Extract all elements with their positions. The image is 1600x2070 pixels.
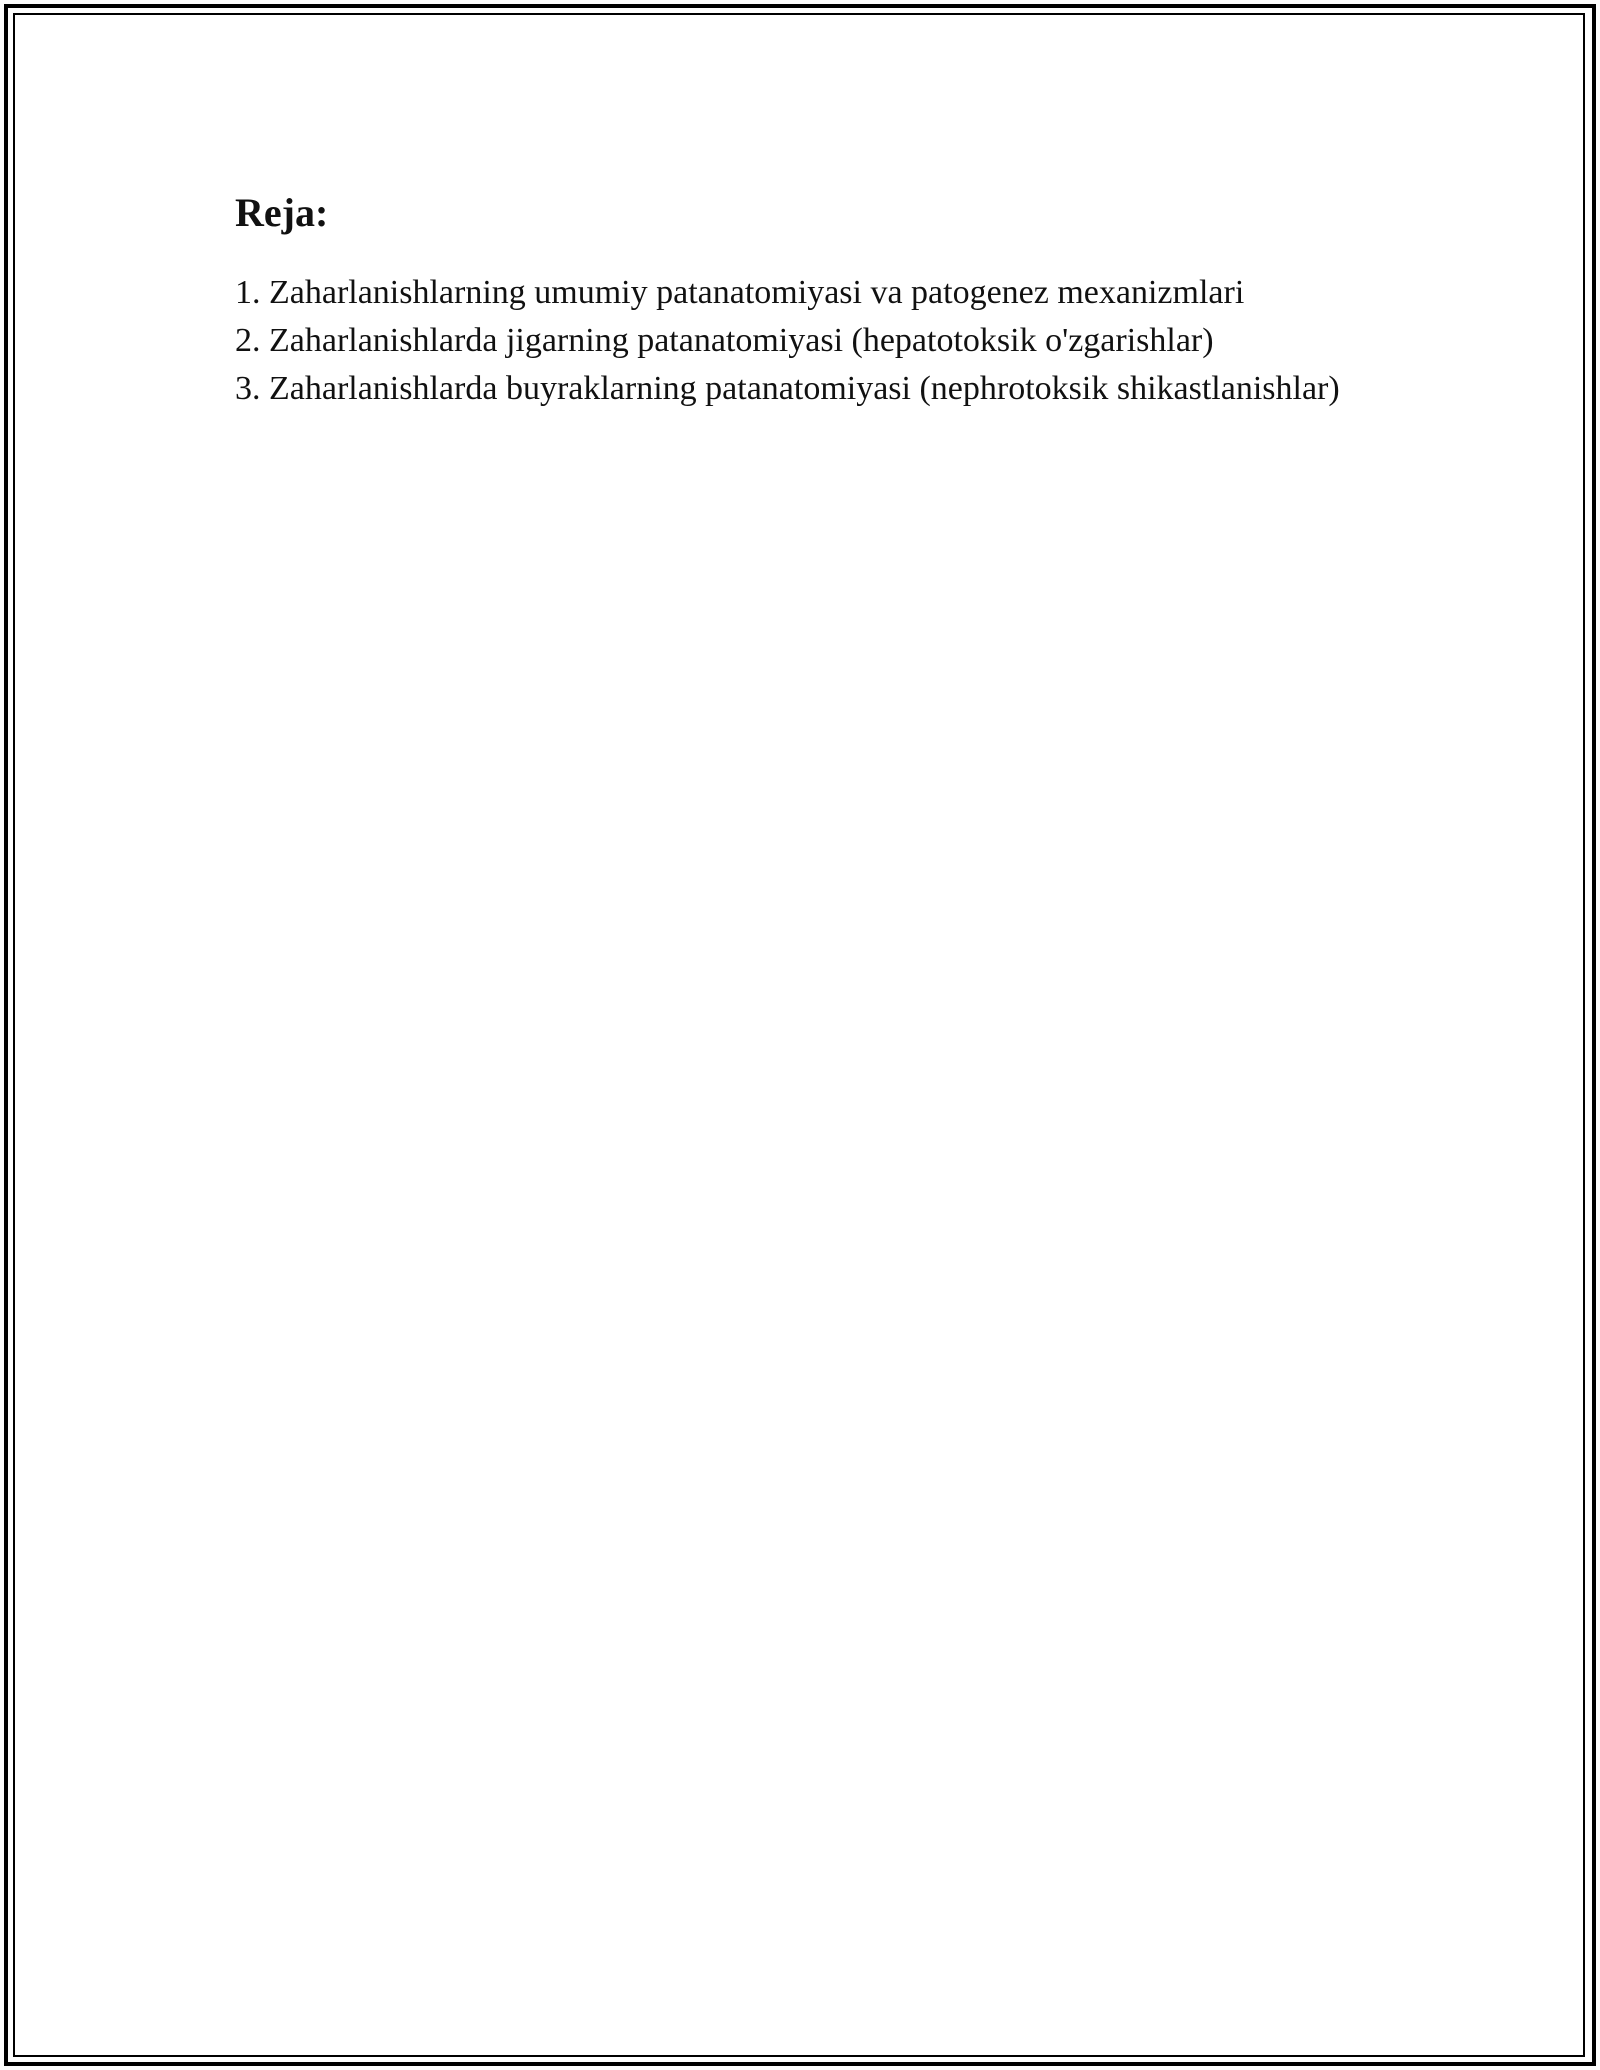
document-body — [235, 185, 1365, 413]
plan-item-1: 1. Zaharlanishlarning umumiy patanatomiyasi va patogenez mexanizmlari — [235, 274, 1245, 311]
plan-item-2: 2. Zaharlanishlarda jigarning patanatomiyasi (hepatotoksik o'zgarishlar) — [235, 322, 1214, 359]
plan-list — [235, 269, 1365, 413]
plan-item-3: 3. Zaharlanishlarda buyraklarning patanatomiyasi (nephrotoksik shikastlanishlar) — [235, 370, 1340, 407]
plan-heading: Reja: — [235, 190, 329, 235]
